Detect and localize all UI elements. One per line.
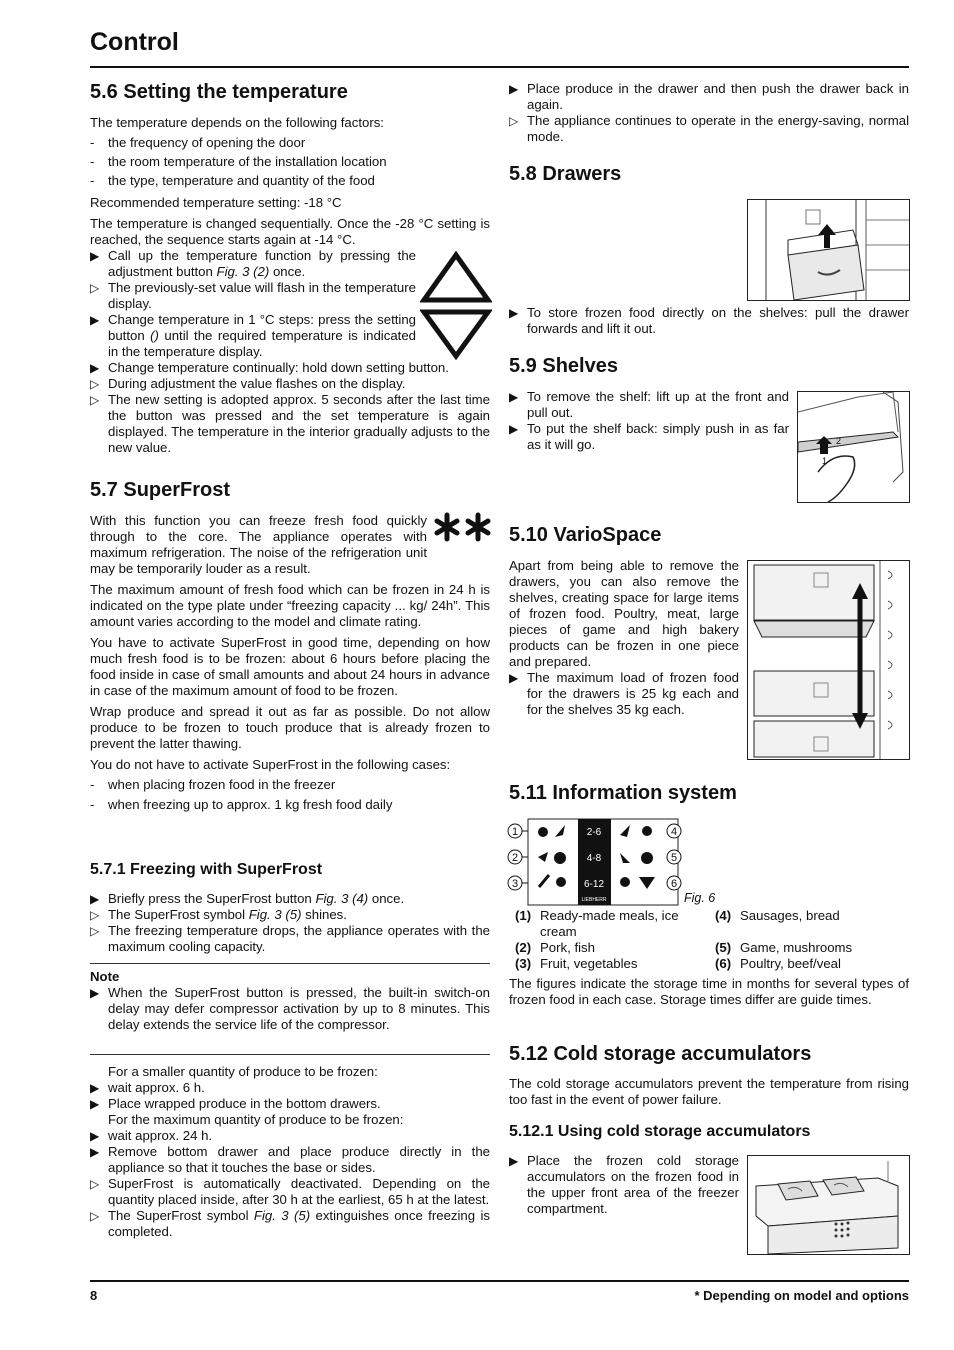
- action-step: ▶ Place wrapped produce in the bottom drawers.: [90, 1096, 381, 1111]
- paragraph: Apart from being able to remove the drawers, you can also remove the shelves, creating space for large items of frozen food. Poultry, meat, large pieces of game and high bakery products can be frozen in one piece and prepared.: [509, 558, 739, 669]
- action-step: ▶ To store frozen food directly on the shelves: pull the drawer forwards and lift it out.: [509, 305, 909, 336]
- recommended-text: Recommended temperature setting: -18 °C: [90, 195, 342, 210]
- accumulator-figure: [747, 1155, 910, 1255]
- max-quantity-intro: For the maximum quantity of produce to be frozen:: [108, 1112, 404, 1127]
- note-top-rule: [90, 963, 490, 964]
- action-step: ▶ To remove the shelf: lift up at the front and pull out.: [509, 389, 789, 420]
- section-5-7-title: 5.7 SuperFrost: [90, 479, 231, 501]
- action-step: ▶ Remove bottom drawer and place produce directly in the appliance so that it touches the base or sides.: [90, 1144, 490, 1175]
- storage-value-3: 6-12: [583, 879, 605, 890]
- superfrost-steps: [90, 1064, 490, 1240]
- callout-2: 2: [511, 852, 519, 864]
- section-5-10-body: [509, 558, 739, 718]
- action-step: ▶ Place produce in the drawer and then push the drawer back in again.: [509, 81, 909, 112]
- storage-value-2: 4-8: [586, 853, 602, 864]
- information-legend: [515, 908, 909, 972]
- variospace-figure: [747, 560, 910, 760]
- section-5-7-1-title: 5.7.1 Freezing with SuperFrost: [90, 861, 323, 878]
- section-5-12-body: [509, 1076, 909, 1108]
- header-rule: [90, 66, 909, 68]
- sequence-text: The temperature is changed sequentially. Once the -28 °C setting is reached, the sequence starts again at -14 °C.: [90, 216, 490, 247]
- figure-label: Fig. 6: [684, 891, 716, 905]
- note-title: Note: [90, 969, 120, 984]
- small-quantity-intro: For a smaller quantity of produce to be frozen:: [108, 1064, 378, 1079]
- legend-item: (6) Poultry, beef/veal: [715, 956, 841, 971]
- note-text: ▶ When the SuperFrost button is pressed, the built-in switch-on delay may defer compressor activation by up to 8 minutes. This delay extends the service life of the compressor.: [90, 985, 490, 1032]
- list-item: - when placing frozen food in the freezer: [90, 777, 336, 792]
- up-arrow-icon: [424, 255, 488, 300]
- information-system-figure: [505, 815, 685, 907]
- result-step: ▷ The new setting is adopted approx. 5 seconds after the last time the button was pressed and the set temperature is again displayed. The temperature in the interior gradually adjusts to the new value.: [90, 392, 490, 455]
- bread-icon: [642, 826, 652, 836]
- legend-item: (4) Sausages, bread: [715, 908, 840, 923]
- result-step: ▷ The freezing temperature drops, the appliance operates with the maximum cooling capacity.: [90, 923, 490, 954]
- callout-3: 3: [511, 878, 519, 890]
- paragraph: The maximum amount of fresh food which can be frozen in 24 h is indicated on the type plate under “freezing capacity ... kg/ 24h”. This amount varies according to the model and climate rating.: [90, 582, 490, 629]
- action-step: ▶ To put the shelf back: simply push in as far as it will go.: [509, 421, 789, 452]
- paragraph: The cold storage accumulators prevent the temperature from rising too fast in the event of power failure.: [509, 1076, 909, 1107]
- action-step: ▶ Change temperature in 1 °C steps: press the setting button () until the required temperature is indicated in the temperature display.: [90, 312, 416, 359]
- fish-icon: [554, 852, 566, 864]
- poultry-icon: [620, 877, 630, 887]
- legend-item: (2) Pork, fish: [515, 940, 595, 955]
- note-box: [90, 969, 490, 1033]
- mushroom-icon: [641, 852, 653, 864]
- action-step: ▶ Place the frozen cold storage accumulators on the frozen food in the upper front area of the freezer compartment.: [509, 1153, 739, 1216]
- result-step: ▷ The SuperFrost symbol Fig. 3 (5) shines.: [90, 907, 347, 922]
- shelf-figure: [797, 391, 910, 503]
- section-5-9-body: [509, 389, 789, 453]
- footer-note: * Depending on model and options: [694, 1288, 909, 1303]
- section-5-10-title: 5.10 VarioSpace: [509, 524, 662, 546]
- section-5-11-body: [509, 976, 909, 1008]
- callout-6: 6: [670, 878, 678, 890]
- paragraph: The figures indicate the storage time in months for several types of frozen food in each case. Storage times differ are guide times.: [509, 976, 909, 1007]
- down-arrow-icon: [424, 312, 488, 356]
- intro-text: The temperature depends on the following factors:: [90, 115, 384, 130]
- list-item: - the room temperature of the installation location: [90, 154, 387, 169]
- callout-4: 4: [670, 826, 678, 838]
- drawer-continued: [509, 81, 909, 145]
- list-item: - the type, temperature and quantity of the food: [90, 173, 375, 188]
- drawer-figure: [747, 199, 910, 301]
- paragraph: You have to activate SuperFrost in good time, depending on how much fresh food is to be frozen: about 6 hours before placing the food inside in case of small amounts and about 24 hours in advance in case of the maximum amount of food to be frozen.: [90, 635, 490, 698]
- fruit-icon: [556, 877, 566, 887]
- brand-logo: LIEBHERR: [581, 897, 607, 903]
- action-step: ▶ The maximum load of frozen food for the drawers is 25 kg each and for the shelves 35 kg each.: [509, 670, 739, 717]
- action-step: ▶ wait approx. 24 h.: [90, 1128, 213, 1143]
- paragraph: You do not have to activate SuperFrost in the following cases:: [90, 757, 451, 772]
- section-5-8-title: 5.8 Drawers: [509, 163, 622, 185]
- section-5-12-1-title: 5.12.1 Using cold storage accumulators: [509, 1123, 811, 1140]
- section-5-8-body: [509, 305, 909, 337]
- temperature-buttons-figure: [420, 250, 492, 362]
- action-step: ▶ Call up the temperature function by pressing the adjustment button Fig. 3 (2) once.: [90, 248, 416, 279]
- action-step: ▶ wait approx. 6 h.: [90, 1080, 205, 1095]
- page-number: 8: [90, 1288, 98, 1303]
- legend-item: (5) Game, mushrooms: [715, 940, 853, 955]
- legend-item: (3) Fruit, vegetables: [515, 956, 638, 971]
- section-5-11-title: 5.11 Information system: [509, 782, 737, 804]
- result-step: ▷ SuperFrost is automatically deactivated. Depending on the quantity placed inside, after 30 h at the earliest, 65 h at the latest.: [90, 1176, 490, 1207]
- result-step: ▷ The appliance continues to operate in the energy-saving, normal mode.: [509, 113, 909, 144]
- legend-item: (1) Ready-made meals, ice cream: [515, 908, 679, 939]
- section-5-7-1-body: [90, 891, 490, 955]
- section-5-6-title: 5.6 Setting the temperature: [90, 81, 348, 103]
- list-item: - the frequency of opening the door: [90, 135, 306, 150]
- action-step: ▶ Briefly press the SuperFrost button Fig. 3 (4) once.: [90, 891, 405, 906]
- callout-5: 5: [670, 852, 678, 864]
- note-bottom-rule: [90, 1054, 490, 1055]
- result-step: ▷ During adjustment the value flashes on the display.: [90, 376, 406, 391]
- svg-text:1: 1: [822, 456, 828, 466]
- callout-1: 1: [511, 826, 519, 838]
- storage-value-1: 2-6: [586, 827, 602, 838]
- footer-rule: [90, 1280, 909, 1282]
- paragraph: With this function you can freeze fresh food quickly through to the core. The appliance operates with maximum refrigeration. The noise of the refrigeration unit may be temporarily louder as a result.: [90, 513, 427, 576]
- result-step: ▷ The SuperFrost symbol Fig. 3 (5) extinguishes once freezing is completed.: [90, 1208, 491, 1239]
- section-5-12-title: 5.12 Cold storage accumulators: [509, 1043, 812, 1065]
- svg-text:2: 2: [836, 436, 842, 446]
- section-5-7-body: [90, 513, 490, 813]
- page-title: Control: [90, 28, 179, 56]
- meal-icon: [538, 827, 548, 837]
- paragraph: Wrap produce and spread it out as far as possible. Do not allow produce to be frozen to touch produce that is already frozen to prevent the latter thawing.: [90, 704, 490, 751]
- list-item: - when freezing up to approx. 1 kg fresh food daily: [90, 797, 393, 812]
- action-step: ▶ Change temperature continually: hold down setting button.: [90, 360, 449, 375]
- section-5-12-1-body: [509, 1153, 739, 1217]
- section-5-9-title: 5.9 Shelves: [509, 355, 618, 377]
- result-step: ▷ The previously-set value will flash in the temperature display.: [90, 280, 416, 311]
